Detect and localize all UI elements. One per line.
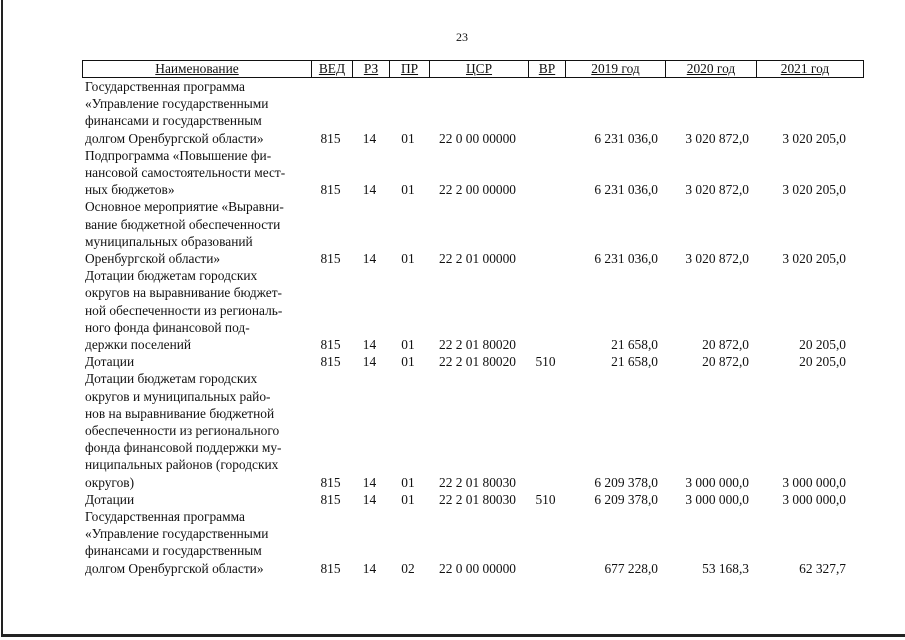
cell-2019: 677 228,0 xyxy=(604,560,658,576)
cell-name xyxy=(82,267,310,353)
header-name: Наименование xyxy=(155,61,239,76)
name-line: Основное мероприятие «Выравни- xyxy=(85,199,284,215)
table-row xyxy=(82,78,864,147)
cell-csr: 22 0 00 00000 xyxy=(439,130,516,146)
name-line: Подпрограмма «Повышение фи- xyxy=(85,147,272,163)
cell-name xyxy=(82,491,310,508)
name-line: финансами и государственным xyxy=(85,113,262,129)
budget-table xyxy=(82,60,864,577)
name-line: ного фонда финансовой под- xyxy=(85,319,250,335)
page-left-border xyxy=(1,0,3,636)
name-line: ной обеспеченности из региональ- xyxy=(85,302,283,318)
name-line: округов) xyxy=(85,474,135,490)
cell-name xyxy=(82,508,310,577)
table-row xyxy=(82,147,864,199)
cell-pr: 02 xyxy=(401,560,415,576)
name-line: Дотации бюджетам городских xyxy=(85,268,258,284)
table-header xyxy=(82,60,864,78)
table-row xyxy=(82,370,864,490)
table-row xyxy=(82,267,864,353)
cell-2021: 3 020 205,0 xyxy=(782,251,846,267)
cell-csr: 22 2 00 00000 xyxy=(439,182,516,198)
cell-2020: 3 020 872,0 xyxy=(685,251,749,267)
name-line: «Управление государственными xyxy=(85,96,269,112)
table-body xyxy=(82,78,864,577)
cell-csr: 22 2 01 80030 xyxy=(439,474,516,490)
cell-name xyxy=(82,353,310,370)
name-line: округов на выравнивание бюджет- xyxy=(85,285,283,301)
header-rz: РЗ xyxy=(352,61,389,77)
name-line: держки поселений xyxy=(85,337,192,353)
cell-2019: 6 231 036,0 xyxy=(594,130,658,146)
cell-ved: 815 xyxy=(320,560,341,576)
cell-pr: 01 xyxy=(401,337,415,353)
cell-2021: 3 000 000,0 xyxy=(782,491,846,507)
cell-name xyxy=(82,198,310,267)
cell-rz: 14 xyxy=(362,182,377,198)
table-row xyxy=(82,353,864,370)
cell-2020: 20 872,0 xyxy=(702,337,749,353)
cell-2020: 3 000 000,0 xyxy=(685,491,749,507)
cell-csr: 22 2 01 80020 xyxy=(439,337,516,353)
cell-csr: 22 0 00 00000 xyxy=(439,560,516,576)
table-row xyxy=(82,198,864,267)
cell-ved: 815 xyxy=(320,354,341,370)
cell-2021: 62 327,7 xyxy=(799,560,846,576)
header-vr: ВР xyxy=(528,61,565,77)
cell-2019: 21 658,0 xyxy=(611,354,658,370)
cell-pr: 01 xyxy=(401,354,415,370)
cell-rz: 14 xyxy=(362,337,377,353)
cell-2021: 3 020 205,0 xyxy=(782,130,846,146)
cell-csr: 22 2 01 80030 xyxy=(439,491,516,507)
header-ved: ВЕД xyxy=(311,61,352,77)
name-line: Дотации xyxy=(85,354,135,370)
name-line: Оренбургской области» xyxy=(85,251,221,267)
name-line: округов и муниципальных райо- xyxy=(85,388,271,404)
name-line: финансами и государственным xyxy=(85,543,262,559)
cell-2019: 6 231 036,0 xyxy=(594,182,658,198)
name-line: Дотации xyxy=(85,491,135,507)
cell-2019: 21 658,0 xyxy=(611,337,658,353)
cell-rz: 14 xyxy=(362,474,377,490)
cell-rz: 14 xyxy=(362,560,377,576)
cell-ved: 815 xyxy=(320,491,341,507)
cell-2020: 53 168,3 xyxy=(702,560,749,576)
page-bottom-border xyxy=(1,634,905,637)
name-line: долгом Оренбургской области» xyxy=(85,560,264,576)
cell-ved: 815 xyxy=(320,337,341,353)
cell-ved: 815 xyxy=(320,182,341,198)
name-line: нов на выравнивание бюджетной xyxy=(85,405,275,421)
name-line: муниципальных образований xyxy=(85,233,253,249)
cell-pr: 01 xyxy=(401,474,415,490)
cell-2021: 20 205,0 xyxy=(799,337,846,353)
cell-2021: 3 000 000,0 xyxy=(782,474,846,490)
header-pr: ПР xyxy=(389,61,429,77)
cell-2020: 3 000 000,0 xyxy=(685,474,749,490)
cell-2020: 3 020 872,0 xyxy=(685,182,749,198)
cell-pr: 01 xyxy=(401,182,415,198)
cell-rz: 14 xyxy=(362,130,377,146)
cell-ved: 815 xyxy=(320,251,341,267)
header-csr: ЦСР xyxy=(429,61,528,77)
name-line: Государственная программа xyxy=(85,79,245,94)
cell-2021: 20 205,0 xyxy=(799,354,846,370)
name-line: «Управление государственными xyxy=(85,526,269,542)
header-2019: 2019 год xyxy=(565,61,665,77)
cell-rz: 14 xyxy=(362,251,377,267)
cell-name xyxy=(82,147,310,199)
cell-vr: 510 xyxy=(535,354,556,370)
cell-ved: 815 xyxy=(320,474,341,490)
page-number: 23 xyxy=(456,30,468,44)
cell-name xyxy=(82,78,310,147)
name-line: долгом Оренбургской области» xyxy=(85,130,264,146)
cell-rz: 14 xyxy=(362,354,377,370)
cell-2020: 3 020 872,0 xyxy=(685,130,749,146)
cell-2019: 6 231 036,0 xyxy=(594,251,658,267)
cell-pr: 01 xyxy=(401,130,415,146)
cell-vr: 510 xyxy=(535,491,556,507)
cell-pr: 01 xyxy=(401,251,415,267)
cell-2019: 6 209 378,0 xyxy=(594,491,658,507)
table-row xyxy=(82,508,864,577)
name-line: нансовой самостоятельности мест- xyxy=(85,165,286,181)
name-line: фонда финансовой поддержки му- xyxy=(85,440,282,456)
header-2021: 2021 год xyxy=(756,61,853,77)
cell-ved: 815 xyxy=(320,130,341,146)
name-line: ниципальных районов (городских xyxy=(85,457,279,473)
cell-2019: 6 209 378,0 xyxy=(594,474,658,490)
cell-csr: 22 2 01 80020 xyxy=(439,354,516,370)
name-line: Дотации бюджетам городских xyxy=(85,371,258,387)
table-row xyxy=(82,491,864,508)
name-line: ных бюджетов» xyxy=(85,182,175,198)
name-line: вание бюджетной обеспеченности xyxy=(85,216,281,232)
header-2020: 2020 год xyxy=(665,61,756,77)
cell-2020: 20 872,0 xyxy=(702,354,749,370)
cell-rz: 14 xyxy=(362,491,377,507)
cell-2021: 3 020 205,0 xyxy=(782,182,846,198)
name-line: Государственная программа xyxy=(85,509,245,525)
cell-csr: 22 2 01 00000 xyxy=(439,251,516,267)
cell-name xyxy=(82,370,310,490)
name-line: обеспеченности из регионального xyxy=(85,423,280,439)
cell-pr: 01 xyxy=(401,491,415,507)
